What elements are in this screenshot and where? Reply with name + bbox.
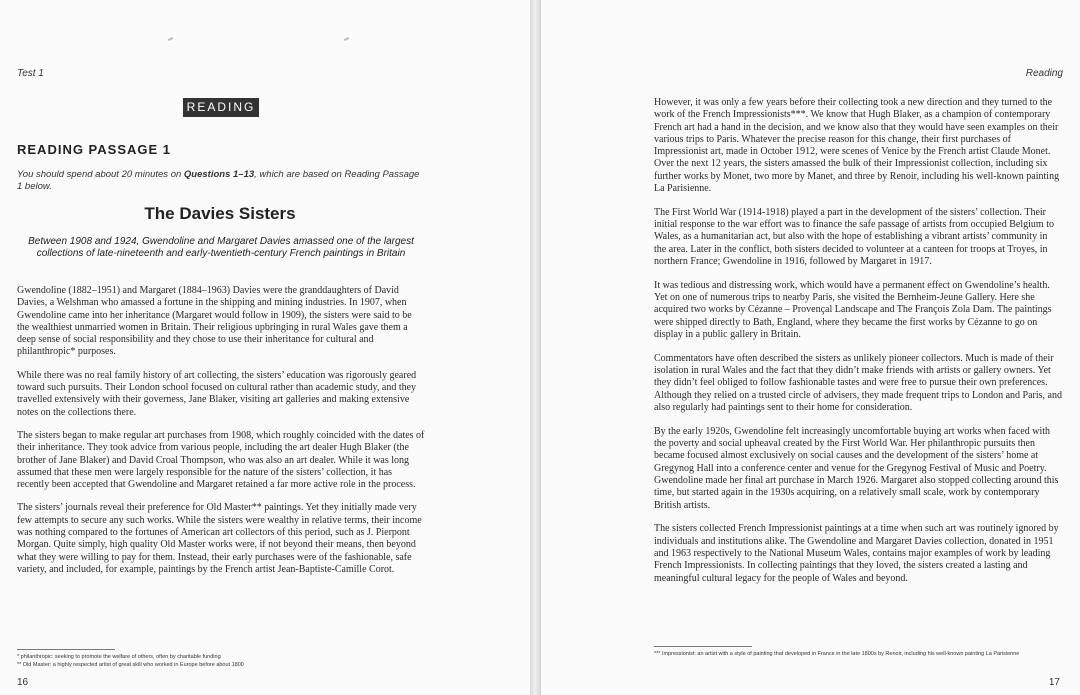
paragraph: The First World War (1914-1918) played a part in the development of the sisters’ collection. Their initial response to the war effort was to finance the safe passage of artists from occupied Belgium to Wales, as a humanitarian act, but also with the hope of establishing a vibrant artists’ community in the area. Later in the conflict, both sisters decided to volunteer at a canteen for troops at Troyes, in northern France; Gwendoline in 1916, followed by Margaret in 1917.	[654, 206, 1054, 268]
instructions-before: You should spend about 20 minutes on	[17, 169, 184, 180]
paragraph: Commentators have often described the sisters as unlikely pioneer collectors. Much is made of their isolation in rural Wales and the fact that they didn’t make friends with artists or gallery owners. Yet they didn’t feel obliged to follow fashionable tastes and were free to pursue their own preferences. Although they relied on a trusted circle of advisers, they made frequent trips to London and Paris, and also regularly had paintings sent to their home for consideration.	[654, 352, 1062, 414]
right-body-text	[654, 97, 1062, 596]
passage-heading: READING PASSAGE 1	[17, 142, 172, 157]
instructions	[17, 169, 422, 193]
paragraph: By the early 1920s, Gwendoline felt increasingly uncomfortable buying art works when faced with the poverty and social upheaval created by the First World War. Her philanthropic pursuits then became focused almost exclusively on social causes and the development of the sisters’ home at Gregynog Hall into a conference center and venue for the Gregynog Festival of Music and Poetry. Gwendoline made her final art purchase in March 1926. Margaret also stopped collecting around this time, but started again in the 1930s acquiring, on a relatively small scale, work by contemporary British artists.	[654, 425, 1059, 511]
paragraph: The sisters collected French Impressionist paintings at a time when such art was routinely ignored by individuals and institutions alike. The Gwendoline and Margaret Davies collection, donated in 1951 and 1963 respectively to the National Museum Wales, contains major examples of work by leading French Impressionists. In collecting paintings that they loved, the sisters created a lasting and meaningful cultural legacy for the people of Wales and beyond.	[654, 523, 1059, 584]
page-number-left: 16	[17, 677, 29, 688]
footnote-divider	[17, 649, 115, 650]
left-page	[0, 0, 530, 695]
paragraph: While there was no real family history of art collecting, the sisters’ education was rigorously geared toward such pursuits. Their London school focused on cultural rather than academic study, and they travelled extensively with their governess, Jane Blaker, visiting art galleries and making extensive notes on the collections there.	[17, 369, 417, 418]
reading-badge: READING	[183, 98, 259, 117]
passage-subtitle: Between 1908 and 1924, Gwendoline and Margaret Davies amassed one of the largest collections of late-nineteenth and early-twentieth-century French paintings in Britain	[28, 236, 414, 259]
footnote: ** Old Master: a highly respected artist of great skill who worked in Europe before about 1800	[17, 662, 244, 668]
page-number-right: 17	[1048, 677, 1060, 688]
running-head-left: Test 1	[17, 68, 44, 79]
instructions-after: , which are based on Reading Passage 1 below.	[17, 169, 420, 192]
paragraph: It was tedious and distressing work, which would have a permanent effect on Gwendoline’s health. Yet on one of numerous trips to nearby Paris, she visited the Bernheim-Jeune Gallery. Here she acquired two works by Cézanne – Provençal Landscape and The François Zola Dam. The paintings were shipped directly to Bath, England, where they became the first works by Cézanne to go on display in a public gallery in Britain.	[654, 279, 1052, 341]
scan-mark	[168, 37, 173, 41]
running-head-right: Reading	[1025, 68, 1063, 79]
paragraph: The sisters began to make regular art purchases from 1908, which roughly coincided with the dates of their inheritance. They took advice from various people, including the art dealer Hugh Blaker (the brother of Jane Blaker) and David Croal Thompson, who was also an art dealer. While it was long assumed that these men were largely responsible for the nature of the sisters’ collection, it has recently been accepted that Gwendoline and Margaret retained a far more active role in the process.	[17, 429, 425, 491]
paragraph: The sisters’ journals reveal their preference for Old Master** paintings. Yet they initially made very few attempts to secure any such works. While the sisters were wealthy in relative terms, their income was nothing compared to the fortunes of American art collectors of this period, such as J. Pierpont Morgan. Quite simply, high quality Old Master works were, if not beyond their means, then beyond what they were willing to pay for them. Instead, their early purchases were of the fashionable, safe variety, and included, for example, paintings by the French artist Jean-Baptiste-Camille Corot.	[17, 502, 422, 575]
footnote: *** Impressionist: an artist with a style of painting that developed in France in the late 1800s by Renoir, including his well-known painting La Parisienne	[654, 651, 1020, 657]
passage-title: The Davies Sisters	[144, 204, 296, 223]
scan-mark	[344, 37, 349, 41]
footnote: * philanthropic: seeking to promote the welfare of others, often by charitable funding	[17, 654, 221, 660]
left-body-text	[17, 285, 425, 587]
book-gutter	[530, 0, 541, 695]
paragraph: However, it was only a few years before their collecting took a new direction and they turned to the work of the French Impressionists***. We know that Hugh Blaker, as a champion of contemporary French art had a hand in the decision, and we know also that they would have seen examples on their various trips to Paris. Whatever the precise reason for this change, their first purchases of Impressionist art, made in October 1912, were scenes of Venice by the French artist Claude Monet. Over the next 12 years, the sisters amassed the bulk of their Impressionist collection, including six further works by Monet, two more by Manet, and three by Renoir, including his well-known painting La Parisienne.	[654, 97, 1060, 195]
right-page	[541, 0, 1080, 695]
paragraph: Gwendoline (1882–1951) and Margaret (1884–1963) Davies were the granddaughters of David Davies, a Welshman who amassed a fortune in the shipping and mining industries. In 1907, when Gwendoline came into her inheritance (Margaret would follow in 1909), the sisters were said to be the wealthiest unmarried women in Britain. Their religious upbringing in rural Wales gave them a deep sense of social responsibility and they chose to use their inheritance for cultural and philanthropic* purposes.	[17, 285, 412, 358]
instructions-questions: Questions 1–13	[183, 169, 255, 180]
footnote-divider	[654, 646, 752, 647]
